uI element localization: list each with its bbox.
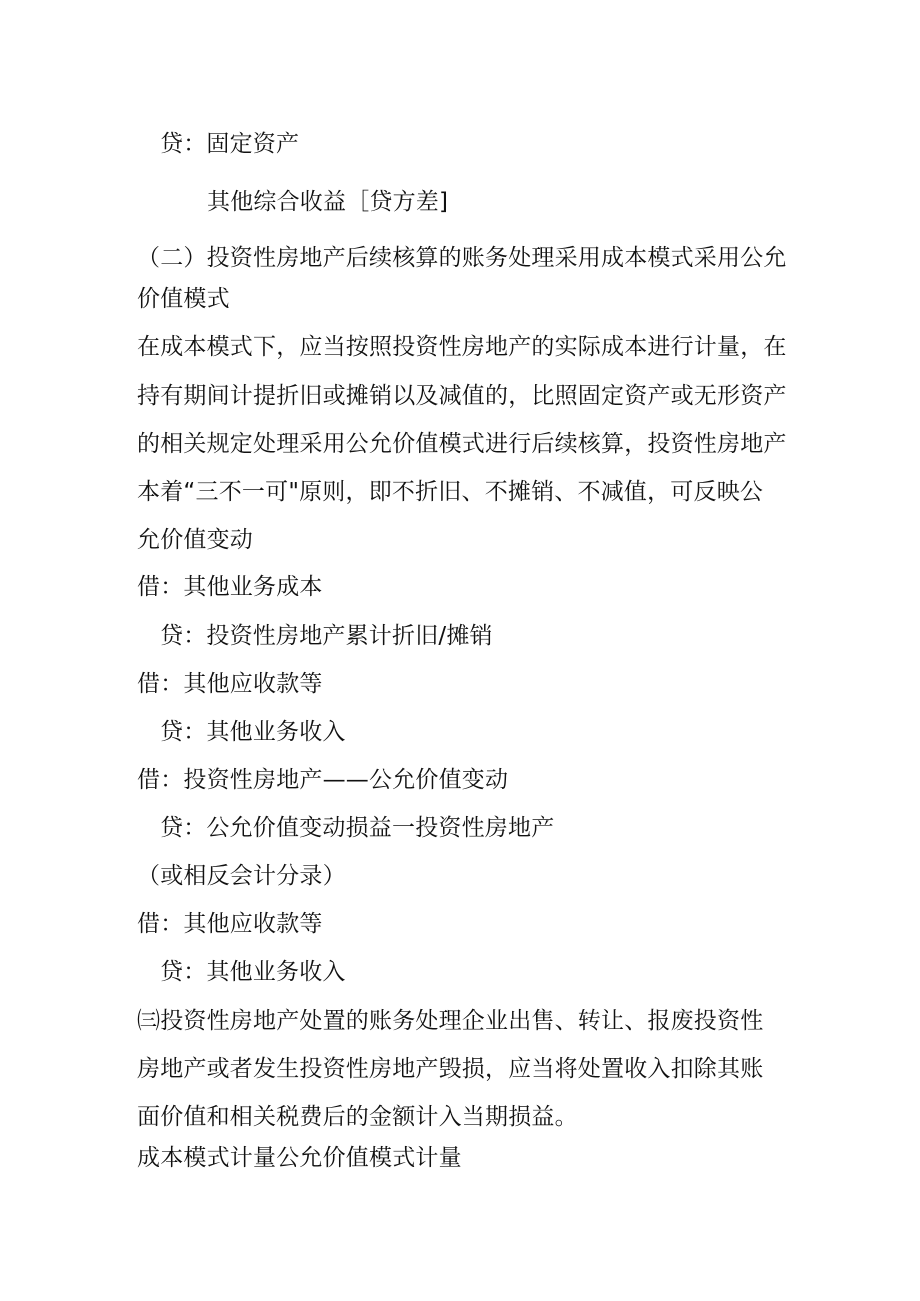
reverse-entry-note-line: （或相反会计分录） <box>137 863 346 889</box>
paragraph-line-1: 在成本模式下，应当按照投资性房地产的实际成本进行计量，在 <box>137 334 787 360</box>
paragraph-line-4: 本着“三不一可"原则，即不折旧、不摊销、不减值，可反映公 <box>137 479 764 505</box>
debit-other-receivables-line-2: 借：其他应收款等 <box>137 911 323 937</box>
section-three-line-3: 面价值和相关税费后的金额计入当期损益。 <box>137 1104 578 1130</box>
debit-other-receivables-line: 借：其他应收款等 <box>137 671 323 697</box>
paragraph-line-2: 持有期间计提折旧或摊销以及减值的，比照固定资产或无形资产 <box>137 383 787 409</box>
paragraph-line-5: 允价值变动 <box>137 527 253 553</box>
debit-fair-value-change-line: 借：投资性房地产——公允价值变动 <box>137 767 509 793</box>
section-three-line-1: ㈢投资性房地产处置的账务处理企业出售、转让、报废投资性 <box>137 1008 764 1034</box>
section-two-heading-line-1: （二）投资性房地产后续核算的账务处理采用成本模式采用公允 <box>137 245 787 271</box>
credit-fair-value-gain-loss-line: 贷：公允价值变动损益一投资性房地产 <box>160 815 555 841</box>
other-comprehensive-income-line: 其他综合收益［贷方差] <box>207 189 449 215</box>
debit-other-business-cost-line: 借：其他业务成本 <box>137 574 323 600</box>
paragraph-line-3: 的相关规定处理采用公允价值模式进行后续核算，投资性房地产 <box>137 431 787 457</box>
section-two-heading-line-2: 价值模式 <box>137 286 230 312</box>
credit-fixed-assets-line: 贷：固定资产 <box>160 131 300 157</box>
section-three-line-2: 房地产或者发生投资性房地产毁损，应当将处置收入扣除其账 <box>137 1056 764 1082</box>
measurement-models-line: 成本模式计量公允价值模式计量 <box>137 1145 462 1171</box>
credit-other-business-income-line-2: 贷：其他业务收入 <box>160 959 346 985</box>
credit-other-business-income-line: 贷：其他业务收入 <box>160 719 346 745</box>
credit-accumulated-depreciation-line: 贷：投资性房地产累计折旧/摊销 <box>160 623 493 649</box>
